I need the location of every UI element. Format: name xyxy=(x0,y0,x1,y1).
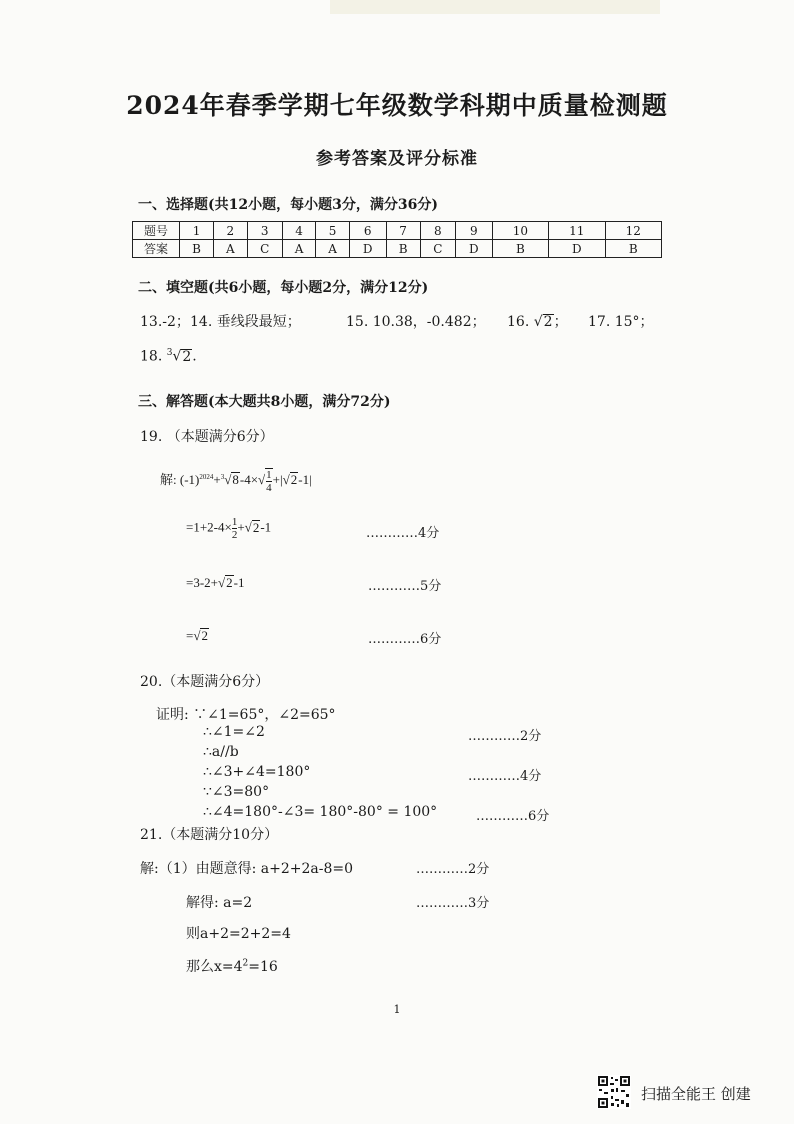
row-header-question: 题号 xyxy=(133,222,180,240)
answer-18-label: 18. xyxy=(140,348,167,365)
answer-cell: C xyxy=(247,240,282,258)
question-number-cell: 8 xyxy=(420,222,455,240)
answer-13: 13.-2； xyxy=(140,314,190,330)
q20-line1: 证明: ∵∠1=65°，∠2=65° xyxy=(156,707,336,723)
q19-score-5: …………5分 xyxy=(368,579,442,594)
answer-17: 17. 15°； xyxy=(588,314,654,330)
question-number-cell: 12 xyxy=(605,222,662,240)
answer-cell: A xyxy=(316,240,350,258)
q19-half: $\frac{1}{2}$ xyxy=(231,516,238,542)
document-subtitle: 参考答案及评分标准 xyxy=(316,149,478,169)
question-number-cell: 4 xyxy=(282,222,316,240)
question-number-cell: 9 xyxy=(455,222,492,240)
q20-score-6: …………6分 xyxy=(476,809,550,824)
question-number-cell: 11 xyxy=(549,222,605,240)
qr-code-icon xyxy=(597,1075,631,1109)
answer-cell: D xyxy=(349,240,386,258)
section2-heading: 二、填空题(共6小题，每小题2分，满分12分) xyxy=(138,280,429,296)
answer-16-label: 16. xyxy=(507,314,534,330)
q19-term1: (-1) xyxy=(179,472,200,488)
answer-16-radicand: 2 xyxy=(543,314,553,330)
answer-cell: B xyxy=(605,240,662,258)
answer-15: 15. 10.38，-0.482； xyxy=(346,314,486,330)
q19-label: 解: xyxy=(160,472,177,488)
answer-14: 14. 垂线段最短； xyxy=(190,314,301,330)
answer-cell: B xyxy=(180,240,214,258)
document-title: 2024年春季学期七年级数学科期中质量检测题 xyxy=(126,91,668,120)
question-number-cell: 5 xyxy=(316,222,350,240)
question-number-cell: 2 xyxy=(214,222,248,240)
q20-heading: 20.（本题满分6分） xyxy=(140,674,270,690)
q20-score-2: …………2分 xyxy=(468,729,542,744)
answer-18-radicand: 2 xyxy=(182,348,192,365)
section3-heading: 三、解答题(本大题共8小题，满分72分) xyxy=(138,394,391,410)
q21-line2: 解得: a=2 xyxy=(186,895,253,911)
q19-line2: =1+2-4× $\frac{1}{2}$ +√2-1 xyxy=(186,516,272,542)
question-number-cell: 3 xyxy=(247,222,282,240)
q20-line6: ∴∠4=180°-∠3= 180°-80° = 100° xyxy=(203,804,438,820)
answer-18: 18. $^3$√2. xyxy=(140,348,197,365)
q20-line3: ∴a//b xyxy=(203,744,239,760)
question-number-cell: 6 xyxy=(349,222,386,240)
answer-16-sep: ； xyxy=(553,314,568,330)
q19-line4: =√2 xyxy=(186,628,208,643)
answer-table xyxy=(132,221,662,258)
table-row-answers xyxy=(133,240,662,258)
scanner-brand: 扫描全能王 创建 xyxy=(641,1085,751,1103)
answer-18-end: . xyxy=(192,348,197,365)
q19-cube-root: 8 xyxy=(232,472,239,488)
table-row-numbers xyxy=(133,222,662,240)
q21-line1: 解:（1）由题意得: a+2+2a-8=0 xyxy=(140,861,354,877)
q19-abs-open: +| xyxy=(272,472,283,488)
question-number-cell: 1 xyxy=(180,222,214,240)
q19-score-4: …………4分 xyxy=(366,526,440,541)
scan-smudge xyxy=(330,0,660,14)
q19-heading: 19. （本题满分6分） xyxy=(140,429,274,445)
q21-line4: 那么$x=4^2=16$ xyxy=(186,958,278,975)
q19-plus1: + xyxy=(213,472,221,488)
q19-abs-close: -1| xyxy=(298,472,312,488)
q20-line2: ∴∠1=∠2 xyxy=(203,724,265,740)
q20-line4: ∴∠3+∠4=180° xyxy=(203,764,311,780)
q19-score-6: …………6分 xyxy=(368,632,442,647)
answer-cell: B xyxy=(492,240,548,258)
q19-sqrt2: 2 xyxy=(290,472,298,488)
q19-fraction: $\frac{1}{4}$ xyxy=(266,469,272,495)
page-number: 1 xyxy=(393,1003,401,1016)
section1-heading: 一、选择题(共12小题，每小题3分，满分36分) xyxy=(138,197,438,213)
question-number-cell: 10 xyxy=(492,222,548,240)
answer-cell: A xyxy=(214,240,248,258)
q19-exponent: 2024 xyxy=(199,472,214,481)
answer-cell: D xyxy=(549,240,605,258)
answer-cell: C xyxy=(420,240,455,258)
answer-cell: A xyxy=(282,240,316,258)
answer-16: 16. √2； xyxy=(507,314,568,330)
q21-score-2: …………2分 xyxy=(416,862,490,877)
q20-line5: ∵∠3=80° xyxy=(203,784,270,800)
row-header-answer: 答案 xyxy=(133,240,180,258)
answer-cell: D xyxy=(455,240,492,258)
answer-cell: B xyxy=(386,240,420,258)
q19-line3: =3-2+√2-1 xyxy=(186,575,245,590)
q19-line1: 解: $(-1)^{2024}+^3√8-4\times√$ $\frac{1}{4}$ +|√2-1| xyxy=(160,469,312,495)
answer-18-root-index: 3 xyxy=(166,348,173,358)
q21-line3: 则a+2=2+2=4 xyxy=(186,926,291,942)
q19-times: -4× xyxy=(239,472,259,488)
q21-heading: 21.（本题满分10分） xyxy=(140,827,279,843)
question-number-cell: 7 xyxy=(386,222,420,240)
q21-score-3: …………3分 xyxy=(416,896,490,911)
q20-score-4: …………4分 xyxy=(468,769,542,784)
